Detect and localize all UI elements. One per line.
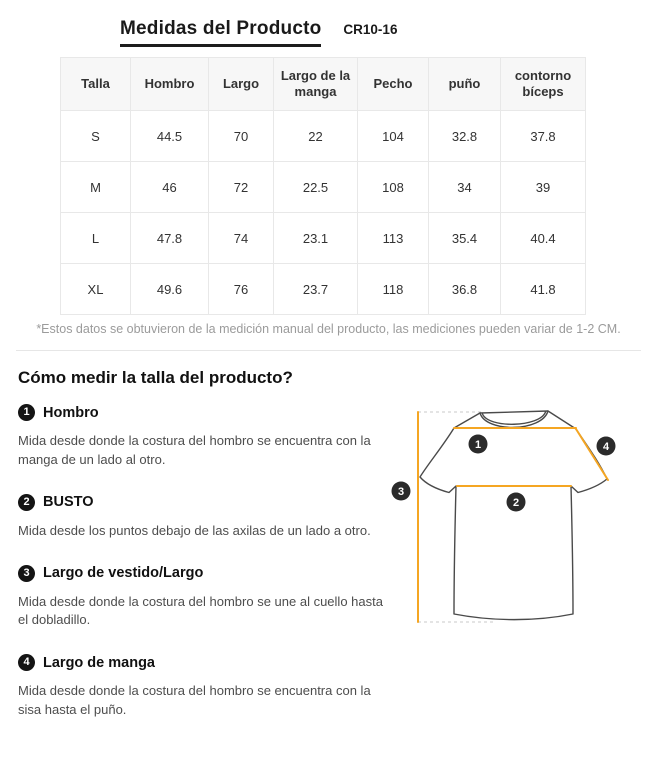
diagram-badge-4-number: 4 [602, 441, 610, 453]
column-header: Largo de la manga [274, 58, 358, 111]
table-cell: XL [61, 264, 131, 315]
table-cell: 32.8 [429, 111, 501, 162]
diagram-badge-3-number: 3 [397, 486, 405, 498]
diagram-badge-2-number: 2 [512, 497, 520, 509]
table-cell: 35.4 [429, 213, 501, 264]
step-description: Mida desde los puntos debajo de las axilas de un lado a otro. [18, 522, 371, 538]
guide-steps [18, 404, 396, 720]
step-title [18, 565, 396, 582]
step-label: Largo de manga [43, 654, 155, 671]
table-cell: 108 [358, 162, 429, 213]
diagram-badge-1-number: 1 [474, 439, 482, 451]
column-header: contorno bíceps [501, 58, 586, 111]
table-row [61, 162, 586, 213]
step-2-badge-icon: 2 [18, 494, 35, 511]
tshirt-outline-illustration [420, 411, 607, 620]
table-cell: 36.8 [429, 264, 501, 315]
step-label: Hombro [43, 404, 99, 421]
table-cell: 46 [131, 162, 209, 213]
column-header: Hombro [131, 58, 209, 111]
size-table [60, 57, 586, 315]
tshirt-measurement-diagram [388, 396, 656, 644]
table-cell: 76 [209, 264, 274, 315]
step-3-badge-icon: 3 [18, 565, 35, 582]
table-cell: 118 [358, 264, 429, 315]
table-cell: 70 [209, 111, 274, 162]
table-row [61, 111, 586, 162]
step-title [18, 654, 396, 671]
table-cell: 47.8 [131, 213, 209, 264]
column-header: Largo [209, 58, 274, 111]
guide-heading: Cómo medir la talla del producto? [18, 368, 293, 387]
table-cell: 44.5 [131, 111, 209, 162]
table-cell: 37.8 [501, 111, 586, 162]
table-cell: 104 [358, 111, 429, 162]
step-label: BUSTO [43, 494, 94, 511]
table-cell: 22.5 [274, 162, 358, 213]
page-title: Medidas del Producto [120, 18, 321, 47]
title-row [0, 0, 657, 47]
table-cell: 41.8 [501, 264, 586, 315]
guide-step-largo-manga [18, 654, 396, 720]
step-description: Mida desde donde la costura del hombro se encuentra con la manga de un lado al otro. [18, 433, 371, 467]
table-cell: 40.4 [501, 213, 586, 264]
table-cell: 34 [429, 162, 501, 213]
product-code: CR10-16 [343, 22, 398, 37]
column-header: Pecho [358, 58, 429, 111]
tshirt-body-path [420, 411, 607, 620]
table-row [61, 264, 586, 315]
column-header: Talla [61, 58, 131, 111]
step-description: Mida desde donde la costura del hombro se encuentra con la sisa hasta el puño. [18, 683, 371, 718]
table-cell: S [61, 111, 131, 162]
table-cell: 113 [358, 213, 429, 264]
table-cell: 23.7 [274, 264, 358, 315]
step-1-badge-icon: 1 [18, 404, 35, 421]
step-title [18, 404, 396, 421]
guide-step-largo [18, 565, 396, 631]
guide-step-hombro [18, 404, 396, 470]
step-title [18, 494, 396, 511]
table-cell: M [61, 162, 131, 213]
measure-guide-section [0, 351, 657, 774]
guide-step-busto [18, 494, 396, 541]
table-cell: 49.6 [131, 264, 209, 315]
table-cell: 22 [274, 111, 358, 162]
table-cell: 74 [209, 213, 274, 264]
table-cell: 23.1 [274, 213, 358, 264]
table-header-row [61, 58, 586, 111]
column-header: puño [429, 58, 501, 111]
table-cell: L [61, 213, 131, 264]
step-description: Mida desde donde la costura del hombro se une al cuello hasta el dobladillo. [18, 593, 383, 628]
measurement-disclaimer: *Estos datos se obtuvieron de la medición manual del producto, las mediciones pueden variar de 1-2 CM. [36, 322, 621, 336]
table-cell: 39 [501, 162, 586, 213]
step-4-badge-icon: 4 [18, 654, 35, 671]
table-cell: 72 [209, 162, 274, 213]
step-label: Largo de vestido/Largo [43, 565, 204, 582]
table-row [61, 213, 586, 264]
